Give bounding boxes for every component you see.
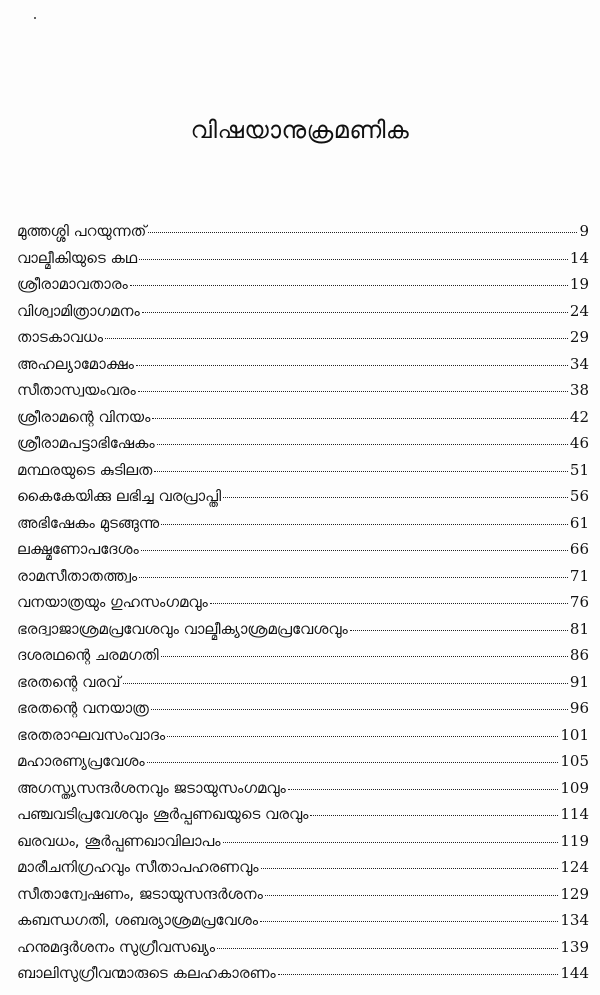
toc-page-number: 56 (569, 487, 589, 505)
toc-page-number: 51 (569, 460, 589, 479)
dot-leader (151, 709, 568, 710)
toc-entry-title: പഞ്ചവടിപ്രവേശവും ശൂർപ്പണഖയുടെ വരവും (17, 805, 309, 823)
toc-entry (17, 514, 589, 541)
toc-entry (17, 461, 589, 488)
toc-entry (17, 567, 589, 594)
dot-leader (123, 683, 568, 684)
toc-entry (17, 408, 589, 435)
toc-entry-title: സീതാന്വേഷണം, ജടായുസന്ദർശനം (17, 884, 263, 903)
toc-entry (17, 275, 589, 302)
toc-page-number: 46 (569, 434, 589, 452)
toc-entry (17, 805, 589, 832)
toc-entry (17, 487, 589, 514)
dot-leader (138, 391, 568, 392)
toc-entry (17, 832, 589, 859)
dot-leader (223, 842, 559, 843)
toc-entry (17, 328, 589, 355)
toc-page-number: 101 (560, 725, 589, 744)
toc-page-number: 139 (560, 937, 589, 956)
toc-entry-title: കൈകേയിക്കു ലഭിച്ച വരപ്രാപ്തി (17, 487, 222, 505)
toc-page-number: 19 (569, 275, 589, 293)
toc-entry-title: ശ്രീരാമന്റെ വിനയം (17, 407, 151, 426)
toc-page-number: 38 (569, 381, 589, 399)
dot-leader (288, 789, 559, 790)
toc-entry-title: സീതാസ്വയംവരം (17, 381, 136, 399)
toc-entry (17, 858, 589, 885)
toc-entry-title: ശ്രീരാമാവതാരം (17, 275, 128, 293)
toc-entry-title: മുത്തശ്ശി പറയുന്നത് (17, 222, 147, 240)
toc-entry-title: മന്ഥരയുടെ കുടിലത (17, 460, 153, 479)
toc-entry (17, 911, 589, 938)
toc-page-number: 96 (569, 699, 589, 717)
dot-leader (350, 630, 568, 631)
toc-entry (17, 355, 589, 382)
toc-entry (17, 540, 589, 567)
toc-page-number: 29 (569, 328, 589, 346)
dot-leader (148, 232, 577, 233)
dot-leader (147, 762, 559, 763)
dot-leader (260, 921, 558, 922)
toc-entry-title: ഭരദ്വാജാശ്രമപ്രവേശവും വാല്മീക്യാശ്രമപ്രവേശവും (17, 619, 348, 638)
dot-leader (105, 338, 568, 339)
dot-leader (139, 577, 568, 578)
toc-page-number: 114 (560, 805, 589, 823)
toc-entry (17, 938, 589, 965)
toc-entry-title: കബന്ധഗതി, ശബര്യാശ്രമപ്രവേശം (17, 911, 259, 929)
table-of-contents (17, 222, 589, 991)
dot-leader (310, 815, 558, 816)
toc-entry-title: ഭരതന്റെ വനയാത്ര (17, 699, 149, 717)
toc-page-number: 129 (560, 884, 589, 903)
toc-entry-title: ദശരഥന്റെ ചരമഗതി (17, 646, 159, 664)
page-speck (34, 17, 36, 19)
toc-entry-title: വിശ്വാമിത്രാഗമനം (17, 301, 140, 320)
toc-entry (17, 699, 589, 726)
dot-leader (223, 497, 568, 498)
toc-entry (17, 779, 589, 806)
toc-entry (17, 249, 589, 276)
toc-page-number: 124 (560, 858, 589, 876)
dot-leader (136, 365, 568, 366)
toc-entry-title: ബാലിസുഗ്രീവന്മാരുടെ കലഹകാരണം (17, 964, 276, 982)
toc-page-number: 66 (569, 540, 589, 558)
toc-entry-title: ശ്രീരാമപട്ടാഭിഷേകം (17, 434, 155, 452)
dot-leader (139, 259, 568, 260)
toc-page-number: 105 (560, 752, 589, 770)
toc-entry (17, 752, 589, 779)
toc-entry (17, 381, 589, 408)
toc-page-number: 134 (560, 911, 589, 929)
toc-page-number: 14 (569, 248, 589, 267)
dot-leader (167, 736, 558, 737)
toc-entry (17, 593, 589, 620)
toc-entry (17, 964, 589, 991)
toc-page-number: 119 (560, 831, 589, 850)
toc-page-number: 144 (560, 964, 589, 982)
dot-leader (154, 471, 568, 472)
dot-leader (210, 603, 568, 604)
toc-entry-title: മഹാരണ്യപ്രവേശം (17, 752, 145, 770)
toc-entry (17, 726, 589, 753)
dot-leader (161, 524, 568, 525)
toc-page-number: 76 (569, 593, 589, 611)
toc-page-number: 91 (569, 672, 589, 691)
toc-entry-title: വനയാത്രയും ഗുഹസംഗമവും (17, 593, 208, 611)
dot-leader (278, 974, 559, 975)
toc-entry-title: അഭിഷേകം മുടങ്ങുന്നു (17, 513, 160, 532)
toc-entry (17, 620, 589, 647)
toc-page-number: 24 (569, 301, 589, 320)
toc-entry-title: അഗസ്ത്യസന്ദർശനവും ജടായുസംഗമവും (17, 778, 286, 797)
dot-leader (130, 285, 568, 286)
toc-entry-title: ലക്ഷ്മണോപദേശം (17, 540, 139, 558)
toc-entry (17, 222, 589, 249)
toc-page-number: 71 (569, 566, 589, 585)
toc-entry-title: താടകാവധം (17, 328, 104, 346)
toc-entry-title: വാല്മീകിയുടെ കഥ (17, 248, 138, 267)
dot-leader (265, 895, 558, 896)
toc-entry-title: ഖരവധം, ശൂർപ്പണഖാവിലാപം (17, 831, 221, 850)
toc-page-number: 61 (569, 513, 589, 532)
toc-entry (17, 302, 589, 329)
dot-leader (142, 312, 568, 313)
toc-entry-title: ഭരതന്റെ വരവ് (17, 672, 121, 691)
dot-leader (217, 948, 558, 949)
toc-page-number: 34 (569, 354, 589, 373)
dot-leader (161, 656, 568, 657)
toc-page-number: 42 (569, 407, 589, 426)
toc-page-number: 86 (569, 646, 589, 664)
toc-entry (17, 646, 589, 673)
toc-entry (17, 434, 589, 461)
toc-entry-title: മാരീചനിഗ്രഹവും സീതാപഹരണവും (17, 858, 259, 876)
dot-leader (141, 550, 568, 551)
toc-entry-title: ഹനുമദ്ദർശനം സുഗ്രീവസഖ്യം (17, 937, 216, 956)
page-title: വിഷയാനുക്രമണിക (190, 116, 410, 144)
toc-entry (17, 885, 589, 912)
toc-entry-title: രാമസീതാതത്ത്വം (17, 566, 138, 585)
dot-leader (261, 868, 559, 869)
toc-entry-title: ഭരതരാഘവസംവാദം (17, 725, 166, 744)
dot-leader (157, 444, 568, 445)
toc-page-number: 81 (569, 619, 589, 638)
toc-entry (17, 673, 589, 700)
toc-page-number: 109 (560, 778, 589, 797)
toc-entry-title: അഹല്യാമോക്ഷം (17, 354, 134, 373)
toc-page-number: 9 (579, 222, 589, 240)
dot-leader (152, 418, 567, 419)
